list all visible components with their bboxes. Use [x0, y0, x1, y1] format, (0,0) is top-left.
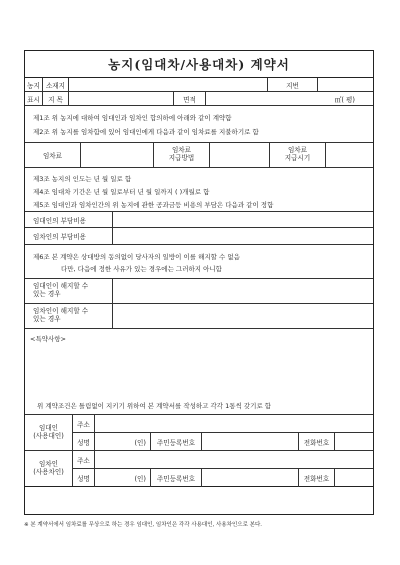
pay-time-line2: 지급시기	[284, 154, 311, 162]
lessor-termination-label	[25, 279, 113, 303]
lessor-termination-field[interactable]	[113, 279, 373, 303]
lessor-party	[25, 415, 373, 451]
pay-method-line1: 임차료	[171, 146, 192, 155]
lessor-name-label: 성명	[73, 433, 95, 451]
lessor-party-line2: (사용대인)	[33, 431, 64, 440]
lessee-party-line2: (사용차인)	[33, 467, 64, 476]
clause-6-line2: 다만, 다음에 정한 사유가 있는 경우에는 그러하지 아니함	[61, 265, 222, 273]
lessor-termination-line2: 있는 경우	[33, 290, 61, 298]
contract-form	[24, 50, 374, 515]
pay-method-label	[154, 143, 210, 167]
lessor-burden-label: 임대인의 부담비용	[25, 212, 113, 227]
pay-time-label	[270, 143, 326, 167]
area-unit: ㎡( 평)	[334, 95, 355, 104]
lessee-termination-row	[25, 304, 373, 329]
clause-2: 제2조 위 농지를 임차함에 있어 임대인에게 다음과 같이 임차료를 지불하기로 함	[33, 128, 259, 136]
lessee-burden-label: 임차인의 부담비용	[25, 228, 113, 244]
category-label: 지 목	[42, 92, 69, 105]
lot-label: 지번	[268, 78, 318, 91]
land-label-bottom: 표시	[27, 95, 40, 104]
pay-time-line1: 임차료	[287, 146, 308, 155]
lessor-seal: (인)	[134, 439, 146, 447]
clauses-intro	[25, 106, 373, 143]
lessee-name-field[interactable]	[95, 469, 151, 487]
rent-label: 임차료	[25, 143, 81, 167]
lessee-address-field[interactable]	[95, 451, 373, 468]
lessor-id-field[interactable]	[202, 433, 299, 451]
closing-text: 위 계약조건은 틀림없이 지키기 위하여 본 계약서를 작성하고 각각 1통씩 갖기로 함	[37, 402, 272, 410]
lessor-id-label: 주민등록번호	[151, 433, 202, 451]
lessee-party-line1: 임차인	[38, 459, 59, 468]
lessee-burden-field[interactable]	[113, 228, 373, 244]
pay-method-field[interactable]	[210, 143, 270, 167]
lessor-phone-label: 전화번호	[299, 433, 335, 451]
lessee-name-label: 성명	[73, 469, 95, 487]
location-field[interactable]	[69, 78, 268, 91]
pay-time-field[interactable]	[326, 143, 373, 167]
special-terms-label: <특약사항>	[30, 335, 67, 343]
location-label: 소재지	[42, 78, 69, 91]
lessor-burden-row	[25, 212, 373, 228]
footnote: ※ 본 계약서에서 임차료를 무상으로 하는 경우 임대인, 임차인은 각각 사용대인, 사용차인으로 본다.	[24, 522, 263, 528]
rent-row	[25, 143, 373, 168]
lessor-address-label: 주소	[73, 415, 95, 432]
lessee-termination-field[interactable]	[113, 304, 373, 328]
lessor-name-field[interactable]	[95, 433, 151, 451]
lessor-termination-row	[25, 279, 373, 304]
clause-6-line1: 제6조 본 계약은 상대방의 동의없이 당사자의 일방이 이를 해지할 수 없음	[33, 253, 240, 261]
lessee-burden-row	[25, 228, 373, 245]
lessee-party-label	[25, 451, 73, 486]
lessor-address-field[interactable]	[95, 415, 373, 432]
lessor-burden-field[interactable]	[113, 212, 373, 227]
lessee-id-label: 주민등록번호	[151, 469, 202, 487]
lessee-address-label: 주소	[73, 451, 95, 468]
lessee-termination-line2: 있는 경우	[33, 315, 61, 323]
clause-5: 제5조 임대인과 임차인간의 위 농지에 관한 공과금등 비용의 부담은 다음과 같이 정함	[33, 201, 274, 209]
form-title: 농지(임대차/사용대차) 계약서	[25, 51, 373, 78]
lessor-party-line1: 임대인	[38, 423, 59, 432]
lessee-seal: (인)	[134, 475, 146, 483]
rent-field[interactable]	[81, 143, 154, 167]
category-field[interactable]	[69, 92, 174, 105]
land-category-row	[25, 92, 373, 106]
lessee-id-field[interactable]	[202, 469, 299, 487]
lot-field[interactable]	[318, 78, 373, 91]
lessor-termination-line1: 임대인이 해지할 수	[33, 282, 89, 291]
area-field[interactable]	[206, 92, 373, 105]
special-terms-box[interactable]	[25, 329, 373, 415]
lessor-party-label	[25, 415, 73, 450]
lessor-phone-field[interactable]	[335, 433, 373, 451]
lessee-termination-label	[25, 304, 113, 328]
clause-6	[25, 245, 373, 279]
land-label-top: 농지	[27, 81, 40, 90]
lessee-termination-line1: 임차인이 해지할 수	[33, 307, 89, 316]
lessee-party	[25, 451, 373, 487]
clause-1: 제1조 위 농지에 대하여 임대인과 임차인 합의하에 아래와 같이 계약함	[33, 114, 232, 122]
clause-3: 제3조 농지의 인도는 년 월 일로 함	[33, 175, 132, 183]
lessee-phone-label: 전화번호	[299, 469, 335, 487]
clause-4: 제4조 임대차 기간은 년 월 일로부터 년 월 일까지 ( )개월로 함	[33, 188, 210, 196]
clauses-mid	[25, 168, 373, 212]
area-label: 면적	[174, 92, 206, 105]
land-location-row	[25, 78, 373, 92]
pay-method-line2: 지급방법	[168, 154, 195, 162]
lessee-phone-field[interactable]	[335, 469, 373, 487]
